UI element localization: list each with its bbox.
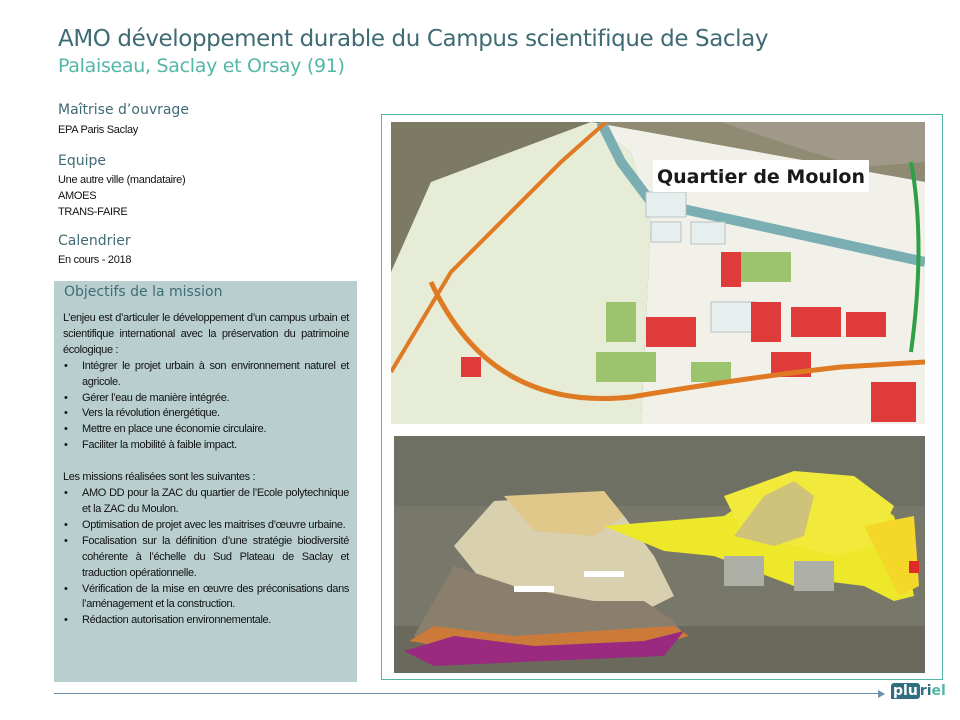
objectifs-panel [54, 281, 357, 682]
equipe-heading: Equipe [58, 153, 106, 169]
list-item: • Focalisation sur la définition d’une stratégie biodiversité cohérente à l’échelle du Sud Plateau de Saclay et traduction opérationnelle. [63, 534, 349, 582]
page-title: AMO développement durable du Campus scientifique de Saclay [58, 26, 769, 52]
list-item: • Gérer l’eau de manière intégrée. [63, 391, 349, 407]
list-item: • Faciliter la mobilité à faible impact. [63, 438, 349, 454]
equipe-member: TRANS-FAIRE [58, 206, 128, 218]
list-item: • Optimisation de projet avec les maitrises d’œuvre urbaine. [63, 518, 349, 534]
missions-list [63, 486, 349, 629]
list-item: • Rédaction autorisation environnementale. [63, 613, 349, 629]
logo-part: ri [919, 683, 932, 699]
footer-line [54, 693, 884, 694]
logo-part: plu [893, 683, 918, 699]
calendrier-heading: Calendrier [58, 233, 131, 249]
list-item: • Vérification de la mise en œuvre des préconisations dans l’aménagement et la construction. [63, 582, 349, 614]
calendrier-value: En cours - 2018 [58, 254, 132, 266]
equipe-member: Une autre ville (mandataire) [58, 174, 186, 186]
moulon-map-label: Quartier de Moulon [656, 166, 866, 188]
objectifs-body [63, 311, 349, 629]
logo-part: el [931, 683, 946, 699]
maitrise-value: EPA Paris Saclay [58, 124, 138, 136]
list-item: • AMO DD pour la ZAC du quartier de l’Ecole polytechnique et la ZAC du Moulon. [63, 486, 349, 518]
perimeter-map-image [394, 436, 925, 673]
footer-arrow [878, 690, 885, 698]
moulon-map-image [391, 122, 925, 424]
maitrise-heading: Maîtrise d’ouvrage [58, 102, 189, 118]
list-item: • Mettre en place une économie circulaire. [63, 422, 349, 438]
list-item: • Vers la révolution énergétique. [63, 406, 349, 422]
missions-intro: Les missions réalisées sont les suivantes : [63, 471, 256, 484]
equipe-member: AMOES [58, 190, 97, 202]
objectifs-list [63, 359, 349, 454]
list-item: • Intégrer le projet urbain à son environnement naturel et agricole. [63, 359, 349, 391]
objectifs-intro: L’enjeu est d’articuler le développement d’un campus urbain et scientifique international avec la préservation du patrimoine écologique : [63, 312, 349, 356]
page-subtitle: Palaiseau, Saclay et Orsay (91) [58, 55, 345, 77]
pluriel-logo [891, 683, 946, 699]
objectifs-heading: Objectifs de la mission [64, 284, 223, 300]
